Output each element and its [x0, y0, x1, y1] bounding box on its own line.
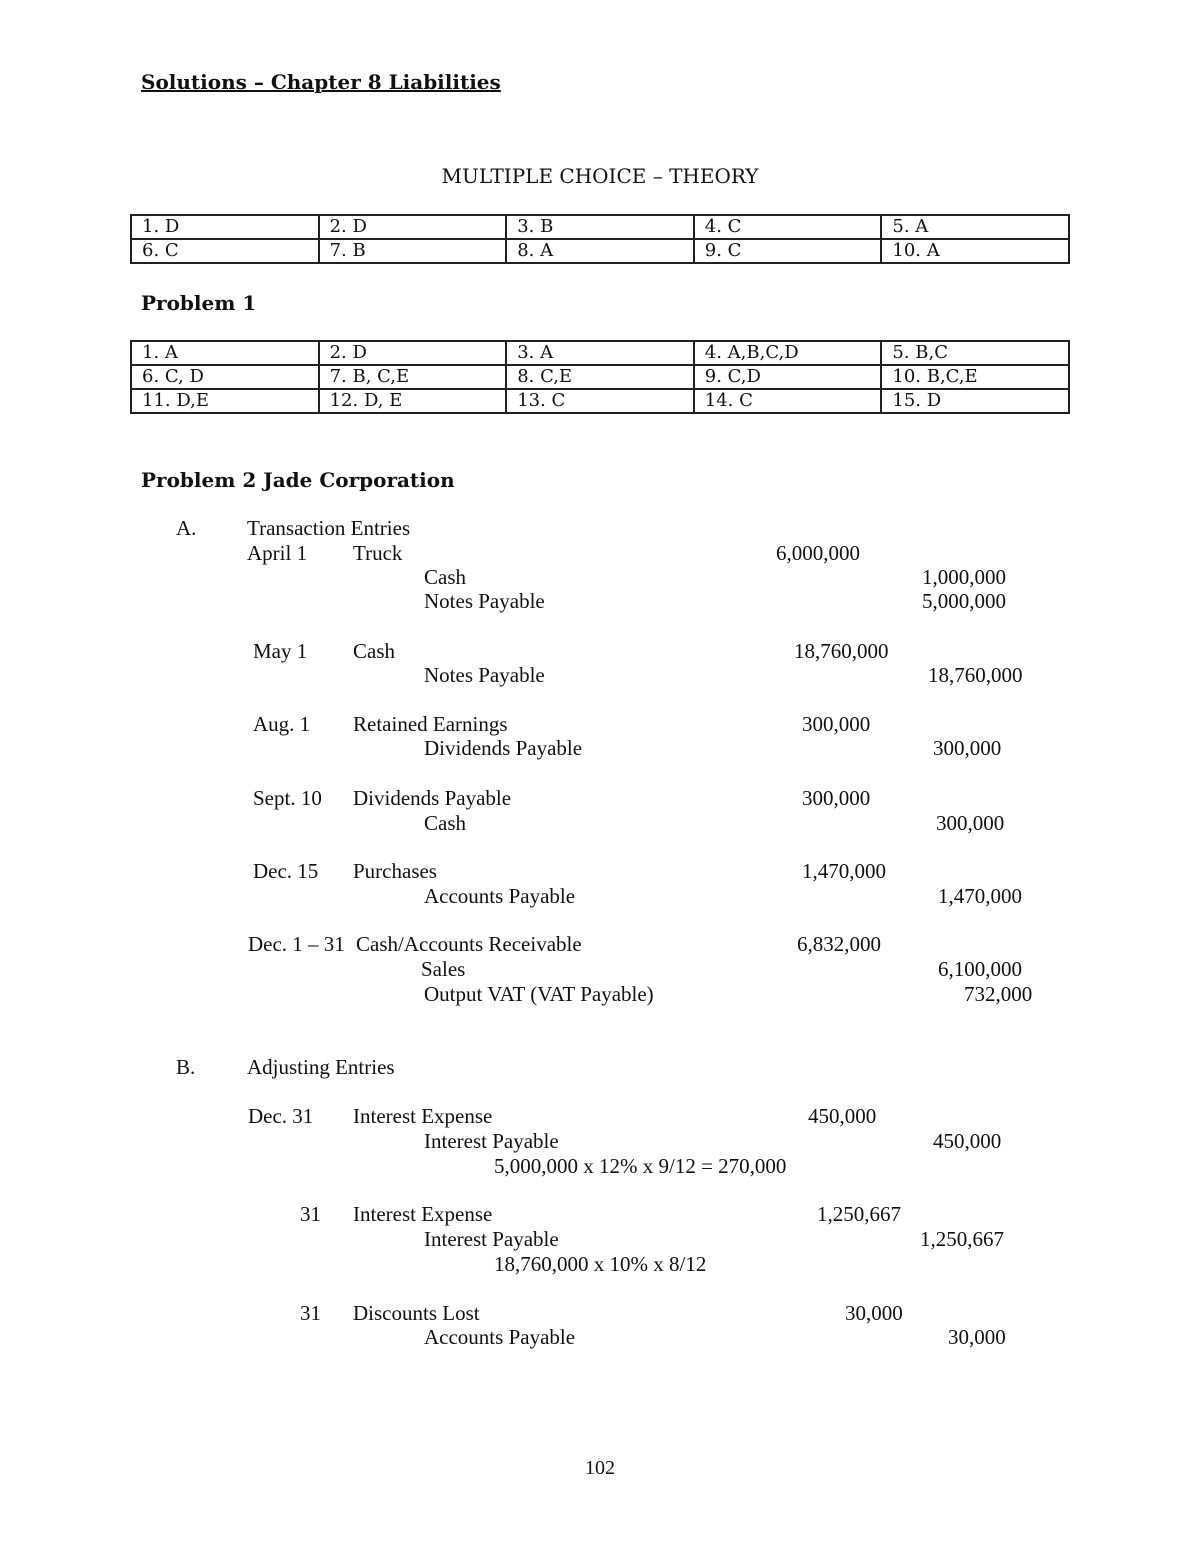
credit-amount: 1,470,000: [938, 884, 1022, 908]
debit-amount: 6,832,000: [797, 932, 881, 956]
table-row: [131, 365, 1069, 389]
table-row: [131, 389, 1069, 413]
answer-cell: 3. A: [506, 341, 694, 365]
entry-date: Aug. 1: [253, 712, 311, 736]
section-b-heading: Adjusting Entries: [247, 1055, 395, 1079]
mc-answer-table: [130, 214, 1070, 264]
credit-amount: 300,000: [936, 811, 1005, 835]
credit-account: Interest Payable: [424, 1227, 559, 1251]
answer-cell: 10. A: [881, 239, 1069, 263]
credit-amount: 450,000: [933, 1129, 1002, 1153]
answer-cell: 4. C: [694, 215, 882, 239]
debit-amount: 450,000: [808, 1104, 877, 1128]
table-row: [131, 239, 1069, 263]
answer-cell: 15. D: [881, 389, 1069, 413]
debit-account: Cash: [353, 639, 395, 663]
entry-date: Dec. 1 – 31: [248, 932, 345, 956]
answer-cell: 9. C,D: [694, 365, 882, 389]
problem1-title: Problem 1: [141, 291, 257, 315]
answer-cell: 9. C: [694, 239, 882, 263]
entry-date: April 1: [247, 541, 308, 565]
answer-cell: 1. D: [131, 215, 319, 239]
answer-cell: 5. A: [881, 215, 1069, 239]
answer-cell: 4. A,B,C,D: [694, 341, 882, 365]
answer-cell: 10. B,C,E: [881, 365, 1069, 389]
debit-amount: 6,000,000: [776, 541, 860, 565]
credit-amount: 18,760,000: [928, 663, 1023, 687]
credit-amount: 732,000: [964, 982, 1033, 1006]
credit-account: Notes Payable: [424, 589, 545, 613]
answer-cell: 6. C, D: [131, 365, 319, 389]
answer-cell: 8. C,E: [506, 365, 694, 389]
debit-amount: 18,760,000: [794, 639, 889, 663]
answer-cell: 7. B, C,E: [319, 365, 507, 389]
debit-account: Dividends Payable: [353, 786, 512, 810]
answer-cell: 13. C: [506, 389, 694, 413]
problem2-title: Problem 2 Jade Corporation: [141, 468, 455, 492]
debit-account: Interest Expense: [353, 1104, 493, 1128]
credit-amount: 1,000,000: [922, 565, 1006, 589]
credit-account: Accounts Payable: [424, 1325, 576, 1349]
debit-account: Retained Earnings: [353, 712, 508, 736]
answer-cell: 1. A: [131, 341, 319, 365]
credit-amount: 1,250,667: [920, 1227, 1004, 1251]
problem1-answer-table: [130, 340, 1070, 414]
credit-account: Notes Payable: [424, 663, 545, 687]
debit-account: Discounts Lost: [353, 1301, 480, 1325]
answer-cell: 2. D: [319, 341, 507, 365]
answer-cell: 14. C: [694, 389, 882, 413]
debit-account: Cash/Accounts Receivable: [356, 932, 582, 956]
credit-account: Output VAT (VAT Payable): [424, 982, 654, 1006]
answer-cell: 8. A: [506, 239, 694, 263]
debit-account: Truck: [353, 541, 403, 565]
credit-amount: 30,000: [948, 1325, 1006, 1349]
section-a-heading: Transaction Entries: [247, 516, 411, 540]
answer-cell: 6. C: [131, 239, 319, 263]
credit-account: Cash: [424, 811, 466, 835]
credit-account: Cash: [424, 565, 466, 589]
credit-account: Accounts Payable: [424, 884, 576, 908]
table-row: [131, 341, 1069, 365]
section-b-label: B.: [176, 1055, 196, 1079]
credit-account: Dividends Payable: [424, 736, 583, 760]
debit-amount: 300,000: [802, 786, 871, 810]
page-number: 102: [585, 1457, 615, 1479]
answer-cell: 3. B: [506, 215, 694, 239]
credit-amount: 6,100,000: [938, 957, 1022, 981]
computation-note: 5,000,000 x 12% x 9/12 = 270,000: [494, 1154, 787, 1178]
table-row: [131, 215, 1069, 239]
debit-amount: 30,000: [845, 1301, 903, 1325]
mc-section-title: MULTIPLE CHOICE – THEORY: [441, 164, 759, 188]
debit-amount: 300,000: [802, 712, 871, 736]
entry-date: 31: [300, 1202, 321, 1226]
credit-amount: 5,000,000: [922, 589, 1006, 613]
debit-account: Interest Expense: [353, 1202, 493, 1226]
computation-note: 18,760,000 x 10% x 8/12: [494, 1252, 707, 1276]
credit-account: Interest Payable: [424, 1129, 559, 1153]
answer-cell: 7. B: [319, 239, 507, 263]
credit-amount: 300,000: [933, 736, 1002, 760]
section-a-label: A.: [176, 516, 197, 540]
answer-cell: 12. D, E: [319, 389, 507, 413]
entry-date: May 1: [253, 639, 308, 663]
page-header-title: Solutions – Chapter 8 Liabilities: [141, 70, 501, 94]
answer-cell: 2. D: [319, 215, 507, 239]
answer-cell: 5. B,C: [881, 341, 1069, 365]
debit-amount: 1,470,000: [802, 859, 886, 883]
entry-date: Dec. 31: [248, 1104, 314, 1128]
entry-date: 31: [300, 1301, 321, 1325]
entry-date: Dec. 15: [253, 859, 319, 883]
answer-cell: 11. D,E: [131, 389, 319, 413]
entry-date: Sept. 10: [253, 786, 322, 810]
debit-account: Purchases: [353, 859, 437, 883]
debit-amount: 1,250,667: [817, 1202, 901, 1226]
credit-account: Sales: [421, 957, 466, 981]
